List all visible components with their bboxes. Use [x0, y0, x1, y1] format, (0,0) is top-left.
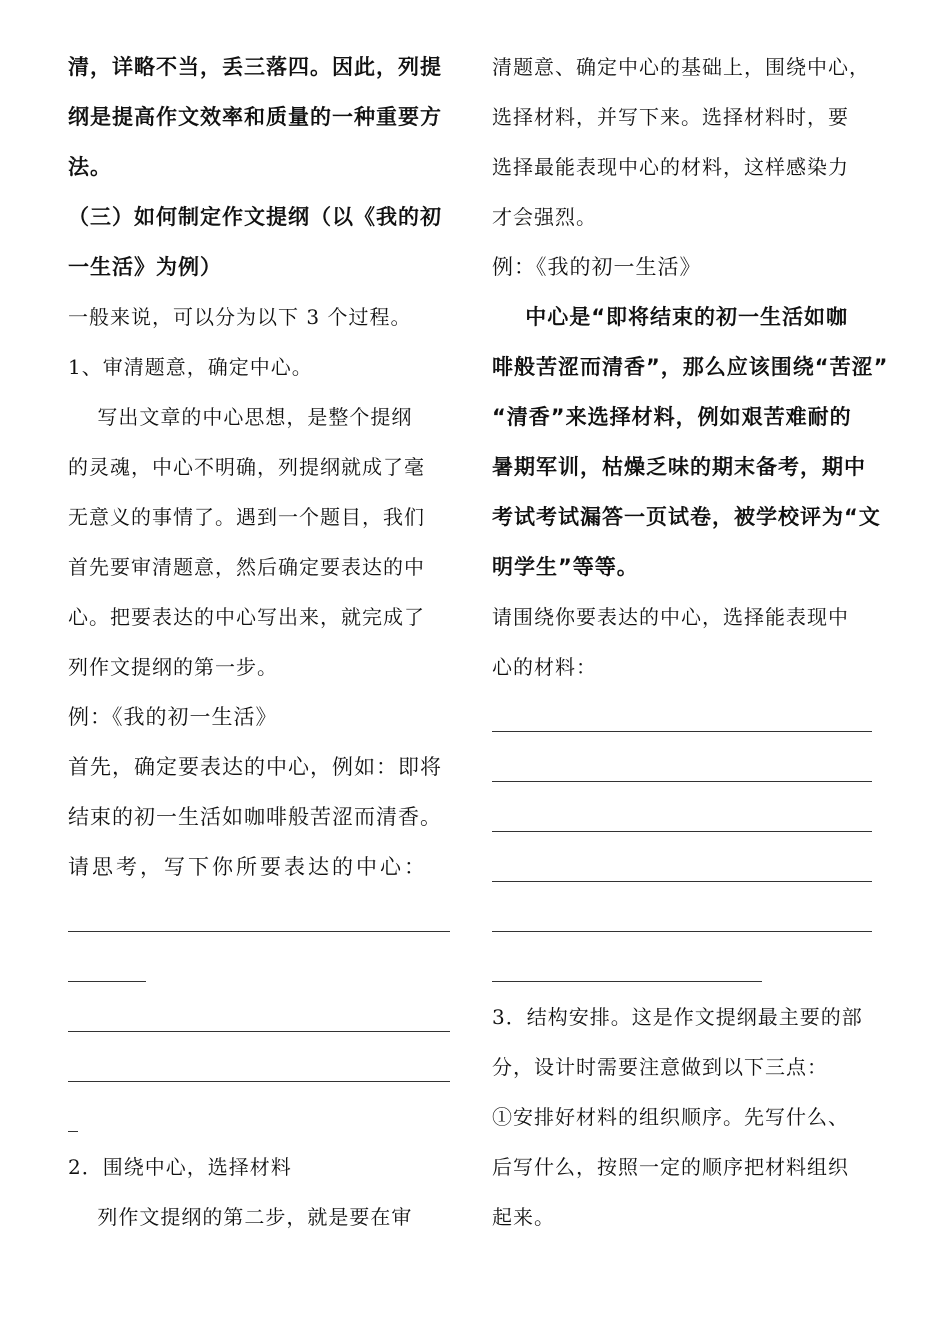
example-label: 例：《我的初一生活》: [68, 705, 278, 729]
right-example-line-2: 啡般苦涩而清香”，那么应该围绕“苦涩”: [492, 355, 889, 379]
step1-para-line-4: 首先要审清题意，然后确定要表达的中: [68, 555, 425, 579]
left-column: [68, 42, 458, 1242]
material-line-6[interactable]: [492, 942, 887, 992]
step2-para-line-1: 清题意、确定中心的基础上，围绕中心，: [492, 55, 870, 79]
point1-line-2: 后写什么，按照一定的顺序把材料组织: [492, 1155, 849, 1179]
section-heading-line-1: （三）如何制定作文提纲（以《我的初: [68, 205, 442, 229]
center-prompt: 请思考，写下你所要表达的中心：: [68, 855, 428, 879]
example-line-1: 首先，确定要表达的中心，例如：即将: [68, 755, 442, 779]
step1-para-line-5: 心。把要表达的中心写出来，就完成了: [68, 605, 425, 629]
right-example-line-4: 暑期军训，枯燥乏味的期末备考，期中: [492, 455, 866, 479]
answer-line-5[interactable]: [68, 1092, 458, 1142]
right-example-line-5: 考试考试漏答一页试卷，被学校评为“文: [492, 505, 881, 529]
general-text: 一般来说，可以分为以下 3 个过程。: [68, 305, 412, 329]
intro-line-3: 法。: [68, 155, 112, 179]
intro-line-2: 纲是提高作文效率和质量的一种重要方: [68, 105, 442, 129]
step2-para-line-2: 选择材料，并写下来。选择材料时，要: [492, 105, 849, 129]
step1-para-line-1: 写出文章的中心思想，是整个提纲: [68, 405, 413, 429]
answer-line-3[interactable]: [68, 992, 458, 1042]
right-example-line-3: “清香”来选择材料，例如艰苦难耐的: [492, 405, 852, 429]
answer-line-1[interactable]: [68, 892, 458, 942]
material-prompt-line-2: 心的材料：: [492, 655, 597, 679]
material-line-2[interactable]: [492, 742, 887, 792]
material-line-5[interactable]: [492, 892, 887, 942]
answer-line-2[interactable]: [68, 942, 458, 992]
step2-para-line-4: 才会强烈。: [492, 205, 597, 229]
step1-para-line-3: 无意义的事情了。遇到一个题目，我们: [68, 505, 425, 529]
step3-line-2: 分，设计时需要注意做到以下三点：: [492, 1055, 828, 1079]
step2-title: 2．围绕中心，选择材料: [68, 1155, 292, 1179]
step2-para-start: 列作文提纲的第二步，就是要在审: [68, 1205, 413, 1229]
example-line-2: 结束的初一生活如咖啡般苦涩而清香。: [68, 805, 442, 829]
step3-line-1: 3．结构安排。这是作文提纲最主要的部: [492, 1005, 863, 1029]
point1-line-1: ①安排好材料的组织顺序。先写什么、: [492, 1105, 849, 1129]
example-label-right: 例：《我的初一生活》: [492, 255, 702, 279]
step2-para-line-3: 选择最能表现中心的材料，这样感染力: [492, 155, 849, 179]
right-column: [492, 42, 887, 1242]
material-line-4[interactable]: [492, 842, 887, 892]
point1-line-3: 起来。: [492, 1205, 555, 1229]
step1-para-line-2: 的灵魂，中心不明确，列提纲就成了毫: [68, 455, 425, 479]
right-example-line-6: 明学生”等等。: [492, 555, 639, 579]
right-example-line-1: 中心是“即将结束的初一生活如咖: [492, 305, 849, 329]
answer-line-4[interactable]: [68, 1042, 458, 1092]
intro-line-1: 清，详略不当，丢三落四。因此，列提: [68, 55, 442, 79]
step1-para-line-6: 列作文提纲的第一步。: [68, 655, 278, 679]
step1-title: 1、审清题意，确定中心。: [68, 355, 313, 379]
material-line-3[interactable]: [492, 792, 887, 842]
material-line-1[interactable]: [492, 692, 887, 742]
material-prompt-line-1: 请围绕你要表达的中心，选择能表现中: [492, 605, 849, 629]
section-heading-line-2: 一生活》为例）: [68, 255, 222, 279]
